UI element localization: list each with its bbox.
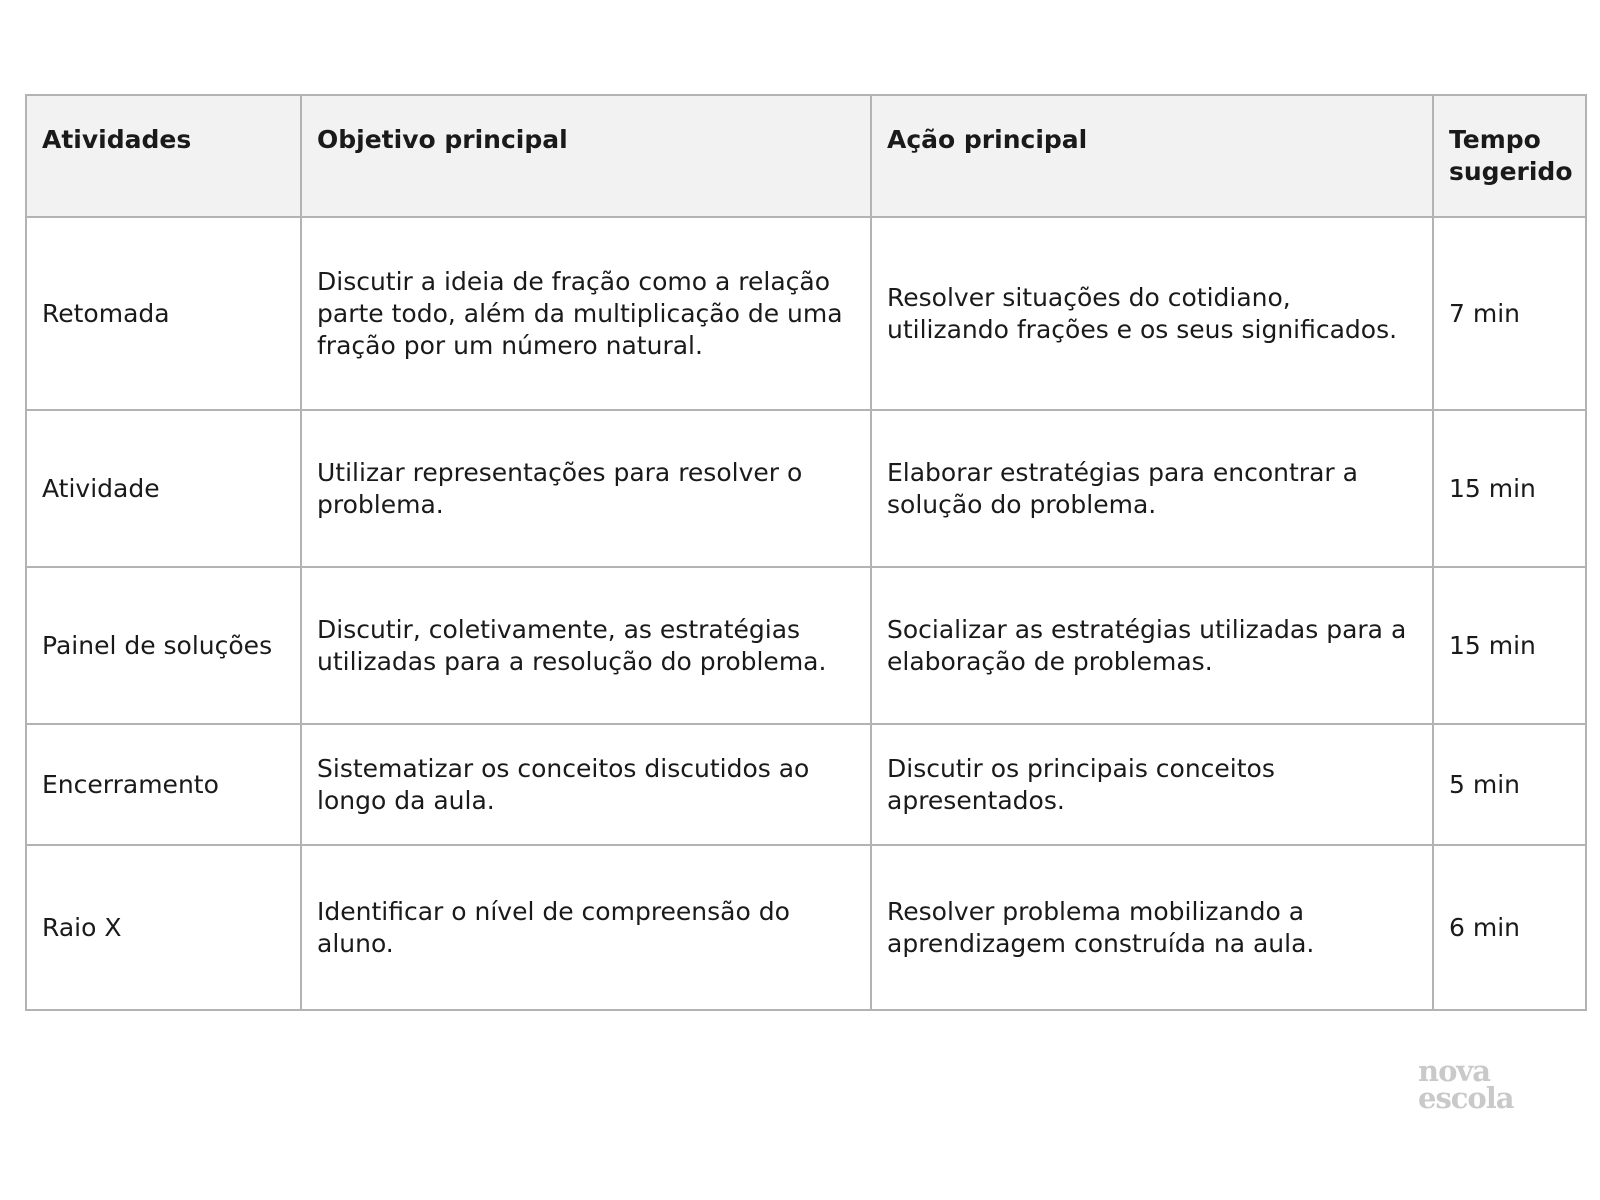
cell-activity: Encerramento [26, 724, 301, 845]
table-row [26, 724, 1586, 845]
logo-line-2: escola [1418, 1081, 1514, 1115]
cell-action: Resolver situações do cotidiano, utilizando frações e os seus significados. [871, 217, 1433, 410]
cell-time: 15 min [1433, 410, 1586, 567]
cell-activity: Painel de soluções [26, 567, 301, 724]
table-row [26, 410, 1586, 567]
cell-activity: Retomada [26, 217, 301, 410]
header-suggested-time: Tempo sugerido [1433, 95, 1586, 217]
cell-objective: Discutir a ideia de fração como a relação parte todo, além da multiplicação de uma fração por um número natural. [301, 217, 871, 410]
table-row [26, 567, 1586, 724]
cell-objective: Sistematizar os conceitos discutidos ao longo da aula. [301, 724, 871, 845]
cell-action: Resolver problema mobilizando a aprendizagem construída na aula. [871, 845, 1433, 1010]
cell-time: 15 min [1433, 567, 1586, 724]
cell-activity: Raio X [26, 845, 301, 1010]
cell-objective: Identificar o nível de compreensão do aluno. [301, 845, 871, 1010]
header-main-action: Ação principal [871, 95, 1433, 217]
table-row [26, 217, 1586, 410]
cell-action: Socializar as estratégias utilizadas para a elaboração de problemas. [871, 567, 1433, 724]
cell-objective: Discutir, coletivamente, as estratégias utilizadas para a resolução do problema. [301, 567, 871, 724]
cell-objective: Utilizar representações para resolver o problema. [301, 410, 871, 567]
table-header-row [26, 95, 1586, 217]
cell-time: 5 min [1433, 724, 1586, 845]
logo-line-1: nova [1418, 1054, 1491, 1088]
header-main-objective: Objetivo principal [301, 95, 871, 217]
cell-action: Discutir os principais conceitos apresentados. [871, 724, 1433, 845]
cell-activity: Atividade [26, 410, 301, 567]
lesson-plan-table [25, 94, 1587, 1011]
nova-escola-logo [1418, 1054, 1538, 1115]
cell-time: 7 min [1433, 217, 1586, 410]
cell-time: 6 min [1433, 845, 1586, 1010]
header-activities: Atividades [26, 95, 301, 217]
cell-action: Elaborar estratégias para encontrar a solução do problema. [871, 410, 1433, 567]
table-row [26, 845, 1586, 1010]
